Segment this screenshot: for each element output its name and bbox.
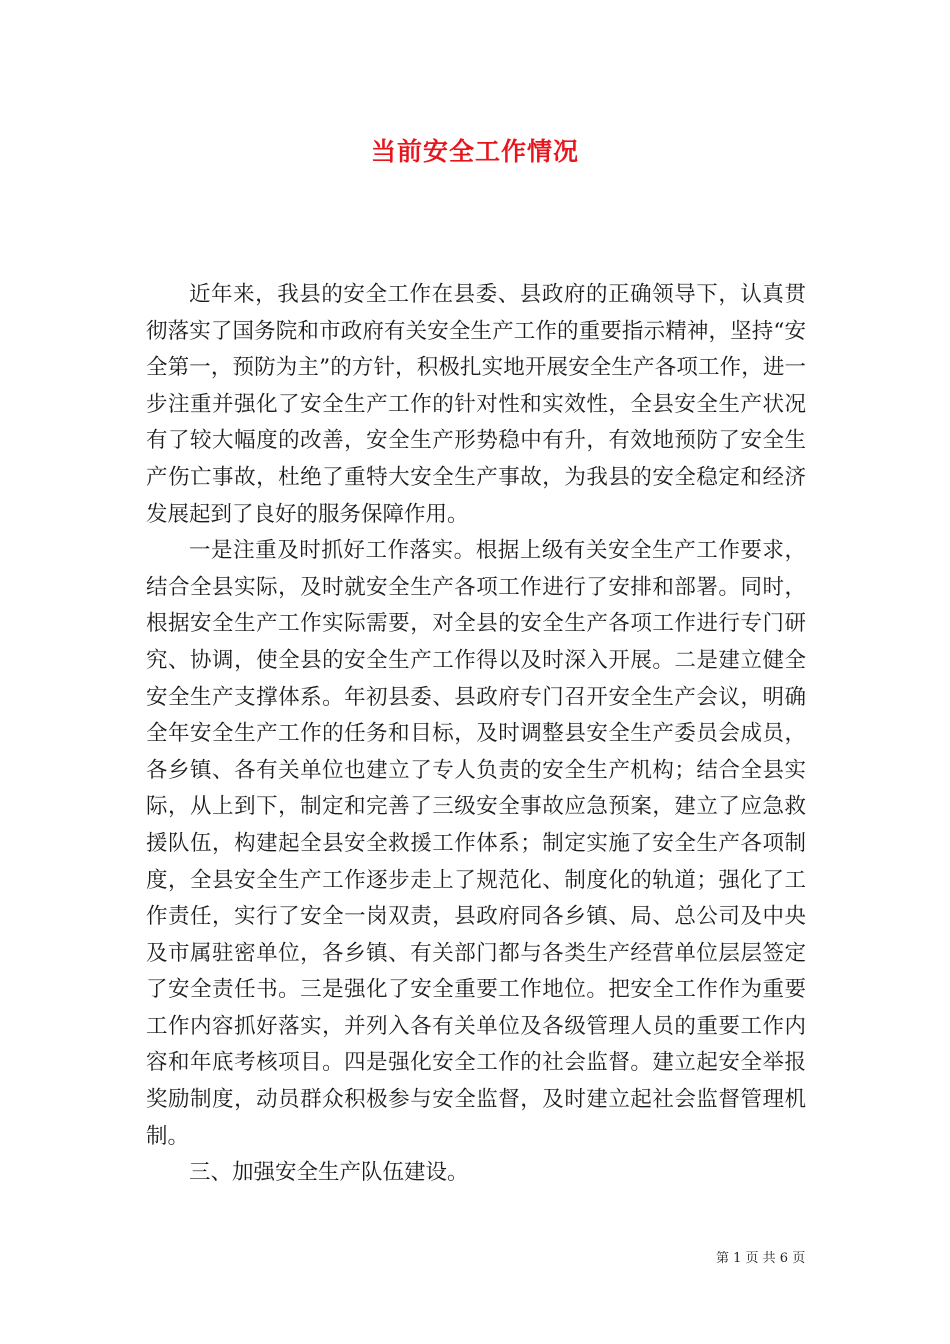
paragraph-intro: 近年来，我县的安全工作在县委、县政府的正确领导下，认真贯彻落实了国务院和市政府有关安全生产工作的重要指示精神，坚持“安全第一，预防为主”的方针，积极扎实地开展安全生产各项工作，进一步注重并强化了安全生产工作的针对性和实效性，全县安全生产状况有了较大幅度的改善，安全生产形势稳中有升，有效地预防了安全生产伤亡事故，杜绝了重特大安全生产事故，为我县的安全稳定和经济发展起到了良好的服务保障作用。 [146,282,806,527]
paragraph-measures: 一是注重及时抓好工作落实。根据上级有关安全生产工作要求，结合全县实际，及时就安全生产各项工作进行了安排和部署。同时，根据安全生产工作实际需要，对全县的安全生产各项工作进行专门研究、协调，使全县的安全生产工作得以及时深入开展。二是建立健全安全生产支撑体系。年初县委、县政府专门召开安全生产会议，明确全年安全生产工作的任务和目标，及时调整县安全生产委员会成员，各乡镇、各有关单位也建立了专人负责的安全生产机构；结合全县实际，从上到下，制定和完善了三级安全事故应急预案，建立了应急救援队伍，构建起全县安全救援工作体系；制定实施了安全生产各项制度，全县安全生产工作逐步走上了规范化、制度化的轨道；强化了工作责任，实行了安全一岗双责，县政府同各乡镇、局、总公司及中央及市属驻密单位，各乡镇、有关部门都与各类生产经营单位层层签定了安全责任书。三是强化了安全重要工作地位。把安全工作作为重要工作内容抓好落实，并列入各有关单位及各级管理人员的重要工作内容和年底考核项目。四是强化安全工作的社会监督。建立起安全举报奖励制度，动员群众积极参与安全监督，及时建立起社会监督管理机制。 [146,538,806,1149]
document-body [146,277,806,1192]
page-number: 第 1 页 共 6 页 [716,1251,806,1266]
page-title: 当前安全工作情况 [370,137,579,166]
paragraph-section-three: 三、加强安全生产队伍建设。 [189,1160,469,1186]
